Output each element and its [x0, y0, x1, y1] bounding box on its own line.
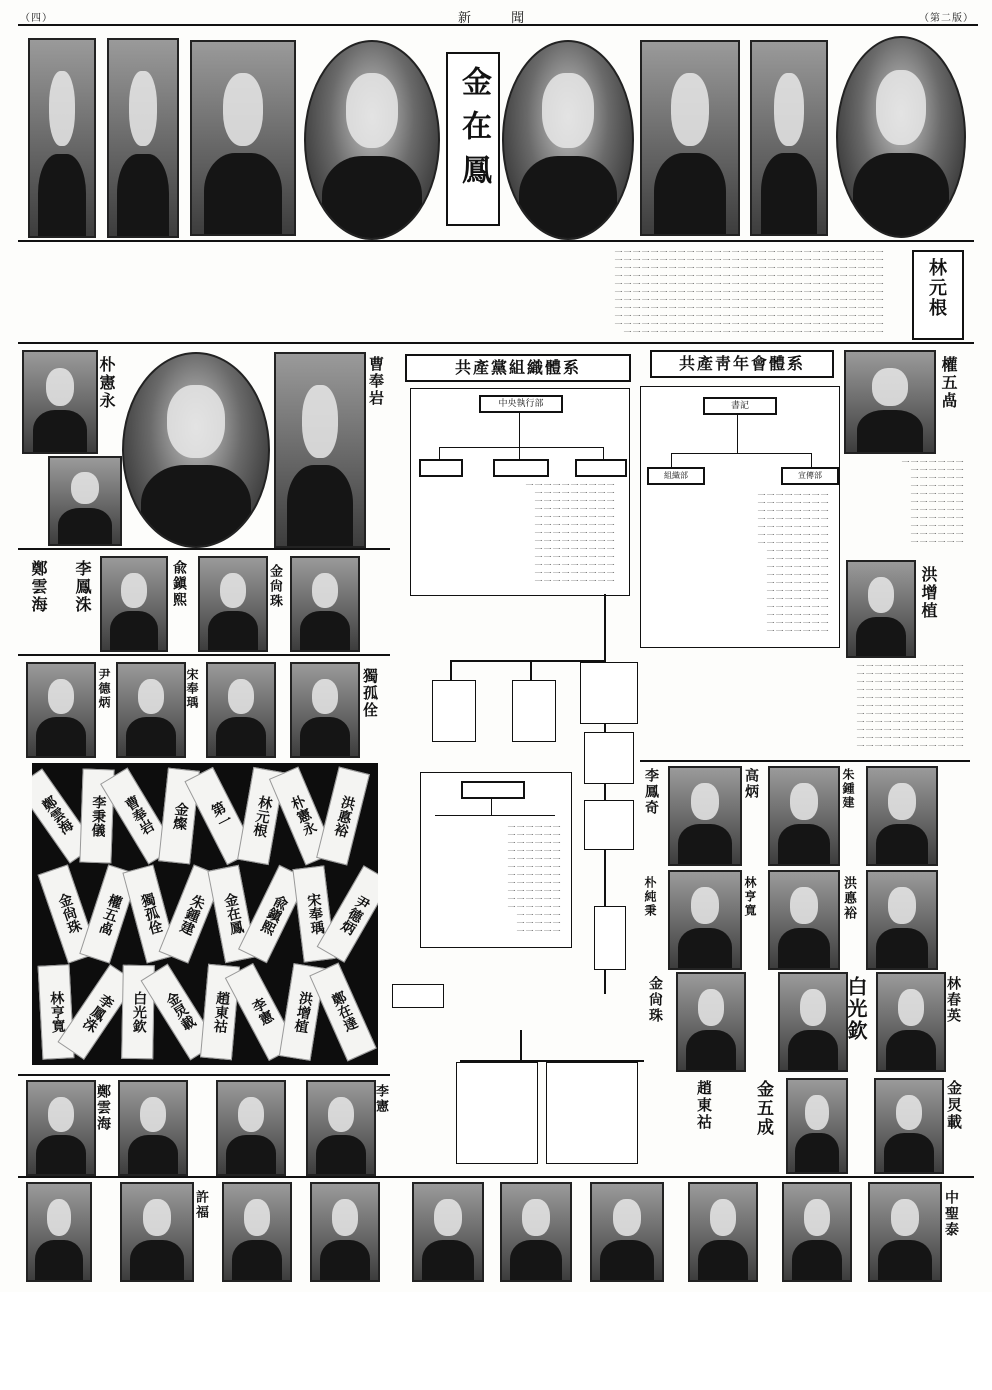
- org-node: [512, 680, 556, 742]
- portrait-photo: [866, 870, 938, 970]
- org-node: 宣傳部: [781, 467, 839, 485]
- name-label: 林亨寬: [743, 876, 757, 918]
- org-node: [392, 984, 444, 1008]
- name-label: 朱鍾建: [841, 768, 855, 810]
- name-card: 尹德炳: [317, 865, 378, 962]
- name-card: 林亨寬: [38, 964, 75, 1060]
- portrait-photo: [118, 1080, 188, 1176]
- org-chart-text: 一一一一一一一一一一一一一一一一一一一一一一一一一一一一一一一一一一一一一一一一一一一一一一一一一一一一一一一一一一一一一一一一一一一一一一一一一一一一一一一一一一一一一一一一一一一一一一一一一一一一一一一一一一一一一一一一一一一一一一一一一一一一一一一一一一一一一: [757, 491, 829, 635]
- name-card: 李鳳洙: [57, 964, 136, 1060]
- portrait-photo: [306, 1080, 376, 1176]
- name-cards-panel: [32, 763, 378, 1065]
- masthead: [18, 6, 978, 26]
- org-node: [584, 800, 634, 850]
- portrait-photo: [874, 1078, 944, 1174]
- name-card: 金炅載: [141, 964, 218, 1061]
- portrait-photo: [190, 40, 296, 236]
- name-label: 鄭雲海: [95, 1084, 111, 1132]
- org-node: [493, 459, 549, 477]
- portrait-photo: [274, 352, 366, 548]
- name-label: 李鳳奇: [643, 768, 659, 816]
- divider: [18, 654, 390, 656]
- name-label: 金尙珠: [647, 976, 663, 1024]
- portrait-photo: [120, 1182, 194, 1282]
- name-label: 金尙珠: [267, 564, 282, 609]
- portrait-oval-photo: [502, 40, 634, 240]
- name-label: 朴純秉: [643, 876, 657, 918]
- masthead-left: （四）: [20, 13, 53, 24]
- org-node: [546, 1062, 638, 1164]
- org-chart-text: 一一一一一一一一一一一一一一一一一一一一一一一一一一一一一一一一一一一一一一一一一一一一一一一一一一一一一一一一一一一一一一一一一一一一一一一一一一一一一一一一一一一一一一一一一一一一一一一一一一一一一一一一一一一一一一一一一一一一一一: [525, 481, 615, 585]
- name-card: 權五卨: [79, 864, 138, 963]
- name-label: 鄭雲海: [29, 560, 48, 614]
- portrait-photo: [412, 1182, 484, 1282]
- portrait-photo: [876, 972, 946, 1072]
- portrait-oval-photo: [836, 36, 966, 238]
- portrait-photo: [688, 1182, 758, 1282]
- name-card: 李憲: [225, 963, 297, 1061]
- divider: [640, 760, 970, 762]
- name-card: 朴憲永: [269, 766, 335, 865]
- org-node: [461, 781, 525, 799]
- portrait-photo: [868, 1182, 942, 1282]
- name-label: 高炳: [743, 768, 759, 800]
- portrait-photo: [786, 1078, 848, 1174]
- name-label: 曹奉岩: [367, 356, 385, 407]
- name-card: 朱鍾建: [159, 864, 224, 963]
- portrait-photo: [107, 38, 179, 238]
- name-label: 權五卨: [939, 356, 958, 410]
- divider: [18, 342, 974, 344]
- portrait-photo: [844, 350, 936, 454]
- org-node: [594, 906, 626, 970]
- name-card: 曹奉岩: [100, 767, 176, 864]
- divider: [18, 240, 974, 242]
- name-label: 趙東祜: [695, 1080, 713, 1131]
- portrait-photo: [22, 350, 98, 454]
- name-label: 金炅載: [945, 1080, 963, 1131]
- org-node: [584, 732, 634, 784]
- portrait-photo: [26, 662, 96, 758]
- org-node: [456, 1062, 538, 1164]
- portrait-photo: [26, 1080, 96, 1176]
- name-box: [912, 250, 964, 340]
- name-label: 金五成: [753, 1080, 773, 1137]
- org-chart-left: [410, 388, 630, 596]
- portrait-photo: [26, 1182, 92, 1282]
- divider: [18, 1176, 974, 1178]
- org-node: 中央執行部: [479, 395, 563, 413]
- name-card: 趙東祜: [200, 964, 240, 1060]
- name-label: 兪鎭熙: [171, 560, 187, 608]
- portrait-photo: [590, 1182, 664, 1282]
- org-chart-sub: [420, 772, 572, 948]
- name-card: 金尙珠: [38, 864, 99, 963]
- name-label: 林元根: [926, 258, 947, 318]
- org-node: 組織部: [647, 467, 705, 485]
- portrait-photo: [100, 556, 168, 652]
- name-label: 李鳳洙: [73, 560, 92, 614]
- name-card: 鄭在達: [309, 963, 376, 1062]
- name-label: 宋奉瑀: [185, 668, 199, 710]
- org-node: [575, 459, 627, 477]
- name-label: 洪增植: [919, 566, 938, 620]
- name-label: 許福: [193, 1190, 208, 1220]
- org-node: [419, 459, 463, 477]
- portrait-photo: [750, 40, 828, 236]
- tree-line: [530, 660, 532, 680]
- tree-line: [450, 660, 452, 680]
- portrait-oval-photo: [304, 40, 440, 240]
- name-card: 宋奉瑀: [292, 865, 335, 962]
- name-card: 林元根: [237, 767, 285, 865]
- portrait-photo: [768, 766, 840, 866]
- org-chart-right: [640, 386, 840, 648]
- portrait-photo: [768, 870, 840, 970]
- portrait-photo: [846, 560, 916, 658]
- name-card: 第一: [184, 767, 255, 865]
- portrait-photo: [290, 556, 360, 652]
- name-label: 尹德炳: [97, 668, 111, 710]
- portrait-photo: [782, 1182, 852, 1282]
- name-card: 鄭雲海: [32, 768, 96, 863]
- org-chart-text: 一一一一一一一一一一一一一一一一一一一一一一一一一一一一一一一一一一一一一一一一一一一一一一一一一一一一一一一一一一一一一一一一一一一一一一一一一一一一一一一一一: [507, 823, 561, 935]
- name-card: 洪增植: [279, 963, 325, 1061]
- portrait-photo: [48, 456, 122, 546]
- headline-title: 金在鳳: [456, 66, 491, 198]
- divider: [18, 1074, 390, 1076]
- name-label: 中聖泰: [943, 1190, 959, 1238]
- name-label: 洪悳裕: [841, 876, 856, 921]
- org-node: [432, 680, 476, 742]
- divider: [18, 548, 390, 550]
- name-card: 兪鎭熙: [238, 865, 308, 964]
- portrait-photo: [222, 1182, 292, 1282]
- article-text-band: 一一一一一一一一一一一一一一一一一一一一一一一一一一一一一一一一一一一一一一一一一一一一一一一一一一一一一一一一一一一一一一一一一一一一一一一一一一一一一一一一一一一一一一一一一一一一一一一一一一一一一一一一一一一一一一一一一一一一一一一一一一一一一一一一一一一一一一一一一一一一一一一一一一一一一一一一一一一一一一一一一一一一一一一一一一一一一一一一一一一一一一一一一一一一一一一一一一一一一一一一一一一一一一一一一一一一一一一一一一一一一一一一一一一一一一一一一一一一一一一一一一一一一一一一一一一一一一一一一一一一一一一一一一一一一一一一一一一一一一一一一一一一一一一一一一一一一一一一一一一一一一一一一一一一一一一一一一一一一一一一一一一一一一一一一: [614, 248, 884, 336]
- masthead-title: 新 聞: [458, 11, 543, 26]
- portrait-photo: [116, 662, 186, 758]
- name-card: 獨孤佺: [122, 864, 177, 963]
- name-card: 金在鳳: [207, 865, 256, 963]
- portrait-oval-photo: [122, 352, 270, 548]
- chart-title-right: 共產靑年會體系: [650, 350, 834, 378]
- portrait-photo: [206, 662, 276, 758]
- portrait-photo: [640, 40, 740, 236]
- name-label: 獨孤佺: [361, 668, 379, 719]
- name-card: 金燦: [158, 768, 200, 865]
- portrait-photo: [668, 870, 742, 970]
- org-node: 書記: [703, 397, 777, 415]
- name-card: 李秉儀: [79, 768, 114, 863]
- portrait-photo: [290, 662, 360, 758]
- portrait-photo: [778, 972, 848, 1072]
- masthead-right: （第二版）: [919, 13, 974, 24]
- portrait-photo: [500, 1182, 572, 1282]
- portrait-photo: [28, 38, 96, 238]
- portrait-photo: [866, 766, 938, 866]
- name-label: 白光欽: [844, 976, 868, 1042]
- name-card: 白光欽: [121, 965, 155, 1060]
- portrait-photo: [216, 1080, 286, 1176]
- org-node: [580, 662, 638, 724]
- name-label: 朴憲永: [97, 356, 116, 410]
- headline-box: [446, 52, 500, 226]
- name-label: 林春英: [945, 976, 961, 1024]
- portrait-photo: [668, 766, 742, 866]
- portrait-photo: [198, 556, 268, 652]
- name-card: 洪悳裕: [316, 767, 370, 866]
- article-text: 一一一一一一一一一一一一一一一一一一一一一一一一一一一一一一一一一一一一一一一一一一一一一一一一一一一一一一一一一一一一一一一一一一一一一一一一一一一一一一一一一一一一一一一一一一一一一一一一一一一一一一一一一一一一一一一一一一一一一一一一一一一一一一一一一一一一: [856, 662, 964, 750]
- chart-title-left: 共產黨組織體系: [405, 354, 631, 382]
- portrait-photo: [310, 1182, 380, 1282]
- article-text: 一一一一一一一一一一一一一一一一一一一一一一一一一一一一一一一一一一一一一一一一一一一一一一一一一一一一一一一一一一一一一一一一一一一: [901, 458, 964, 546]
- portrait-photo: [676, 972, 746, 1072]
- name-label: 李憲: [373, 1084, 388, 1114]
